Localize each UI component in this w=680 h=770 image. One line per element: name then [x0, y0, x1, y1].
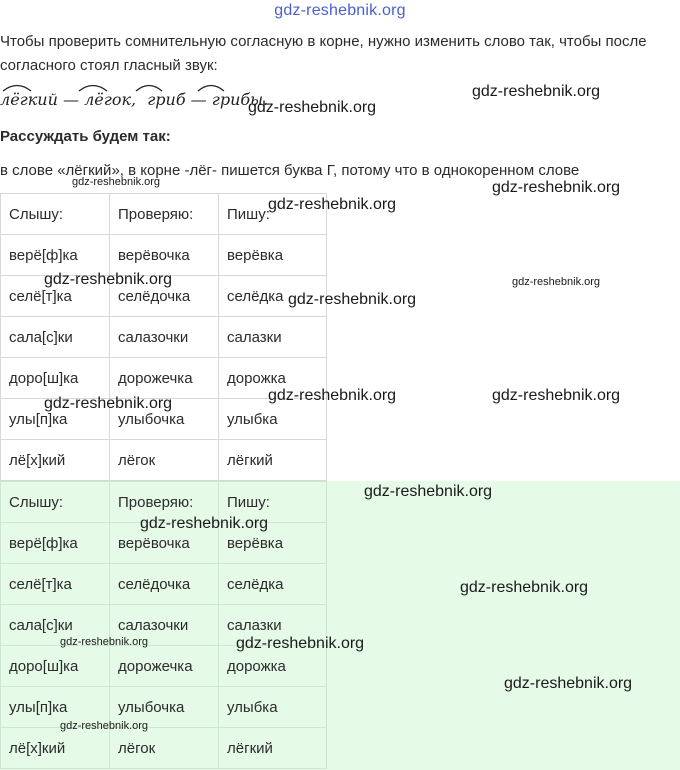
watermark: gdz-reshebnik.org: [460, 579, 589, 596]
table-cell: дорожка: [219, 646, 327, 687]
watermark: gdz-reshebnik.org: [44, 271, 173, 288]
words-table: [0, 193, 327, 481]
watermark: gdz-reshebnik.org: [512, 276, 601, 288]
header-cell: Проверяю:: [110, 482, 219, 523]
table-cell: селё[т]ка: [1, 564, 110, 605]
watermark: gdz-reshebnik.org: [44, 395, 173, 412]
watermark: gdz-reshebnik.org: [288, 291, 417, 308]
table-cell: верё[ф]ка: [1, 235, 110, 276]
watermark: gdz-reshebnik.org: [472, 83, 601, 100]
reasoning-text: в слове «лёгкий», в корне -лёг- пишется буква Г, потому что в однокоренном слове: [0, 162, 580, 179]
watermark: gdz-reshebnik.org: [60, 720, 149, 732]
table-cell: доро[ш]ка: [1, 358, 110, 399]
table-cell: улыбка: [219, 687, 327, 728]
watermark: gdz-reshebnik.org: [140, 515, 269, 532]
table-cell: верёвка: [219, 235, 327, 276]
table-cell: салазки: [219, 317, 327, 358]
watermark: gdz-reshebnik.org: [236, 635, 365, 652]
root-arc-icon: [78, 82, 108, 92]
table-cell: дорожечка: [110, 358, 219, 399]
watermark: gdz-reshebnik.org: [268, 196, 397, 213]
table-cell: улы[п]ка: [1, 687, 110, 728]
example-pair-2: гриб — грибы.: [147, 90, 269, 109]
header-cell: Пишу:: [219, 194, 327, 235]
table-row: [1, 440, 327, 481]
table-cell: лёгкий: [219, 728, 327, 769]
table-cell: салазочки: [110, 317, 219, 358]
table-cell: салазки: [219, 605, 327, 646]
table-cell: верё[ф]ка: [1, 523, 110, 564]
watermark: gdz-reshebnik.org: [248, 99, 377, 116]
watermark: gdz-reshebnik.org: [492, 179, 621, 196]
reasoning-heading: Рассуждать будем так:: [0, 128, 171, 145]
table-cell: улыбочка: [110, 399, 219, 440]
table-cell: верёвка: [219, 523, 327, 564]
table-cell: селёдка: [219, 564, 327, 605]
table-cell: дорожка: [219, 358, 327, 399]
root-arc-icon: [135, 82, 163, 92]
watermark: gdz-reshebnik.org: [72, 176, 161, 188]
table-cell: лё[х]кий: [1, 440, 110, 481]
table-cell: верёвочка: [110, 235, 219, 276]
table-row: [1, 728, 327, 769]
table-cell: улыбочка: [110, 687, 219, 728]
site-watermark-top: gdz-reshebnik.org: [274, 2, 406, 19]
watermark: gdz-reshebnik.org: [268, 387, 397, 404]
intro-text: Чтобы проверить сомнительную согласную в корне, нужно изменить слово так, чтобы после согласного стоял гласный звук:: [0, 33, 647, 74]
table-cell: лё[х]кий: [1, 728, 110, 769]
table-cell: лёгкий: [219, 440, 327, 481]
root-arc-icon: [2, 82, 32, 92]
watermark: gdz-reshebnik.org: [364, 483, 493, 500]
table-cell: доро[ш]ка: [1, 646, 110, 687]
table-row: [1, 564, 327, 605]
table-cell: сала[с]ки: [1, 317, 110, 358]
table-cell: селёдочка: [110, 276, 219, 317]
watermark: gdz-reshebnik.org: [60, 636, 149, 648]
table-cell: селёдка: [219, 276, 327, 317]
watermark: gdz-reshebnik.org: [504, 675, 633, 692]
header-cell: Проверяю:: [110, 194, 219, 235]
header-cell: Слышу:: [1, 482, 110, 523]
table-row: [1, 687, 327, 728]
table-cell: салазочки: [110, 605, 219, 646]
table-cell: улыбка: [219, 399, 327, 440]
example-pair-1: лёгкий — лёгок,: [0, 90, 137, 109]
table-cell: дорожечка: [110, 646, 219, 687]
example-words: [0, 90, 268, 109]
table-cell: улы[п]ка: [1, 399, 110, 440]
table-cell: верёвочка: [110, 523, 219, 564]
table-cell: селёдочка: [110, 564, 219, 605]
header-cell: Пишу:: [219, 482, 327, 523]
header-cell: Слышу:: [1, 194, 110, 235]
root-arc-icon: [197, 82, 225, 92]
table-cell: сала[с]ки: [1, 605, 110, 646]
table-cell: селё[т]ка: [1, 276, 110, 317]
table-cell: лёгок: [110, 728, 219, 769]
table-row: [1, 235, 327, 276]
table-row: [1, 317, 327, 358]
table-cell: лёгок: [110, 440, 219, 481]
watermark: gdz-reshebnik.org: [492, 387, 621, 404]
